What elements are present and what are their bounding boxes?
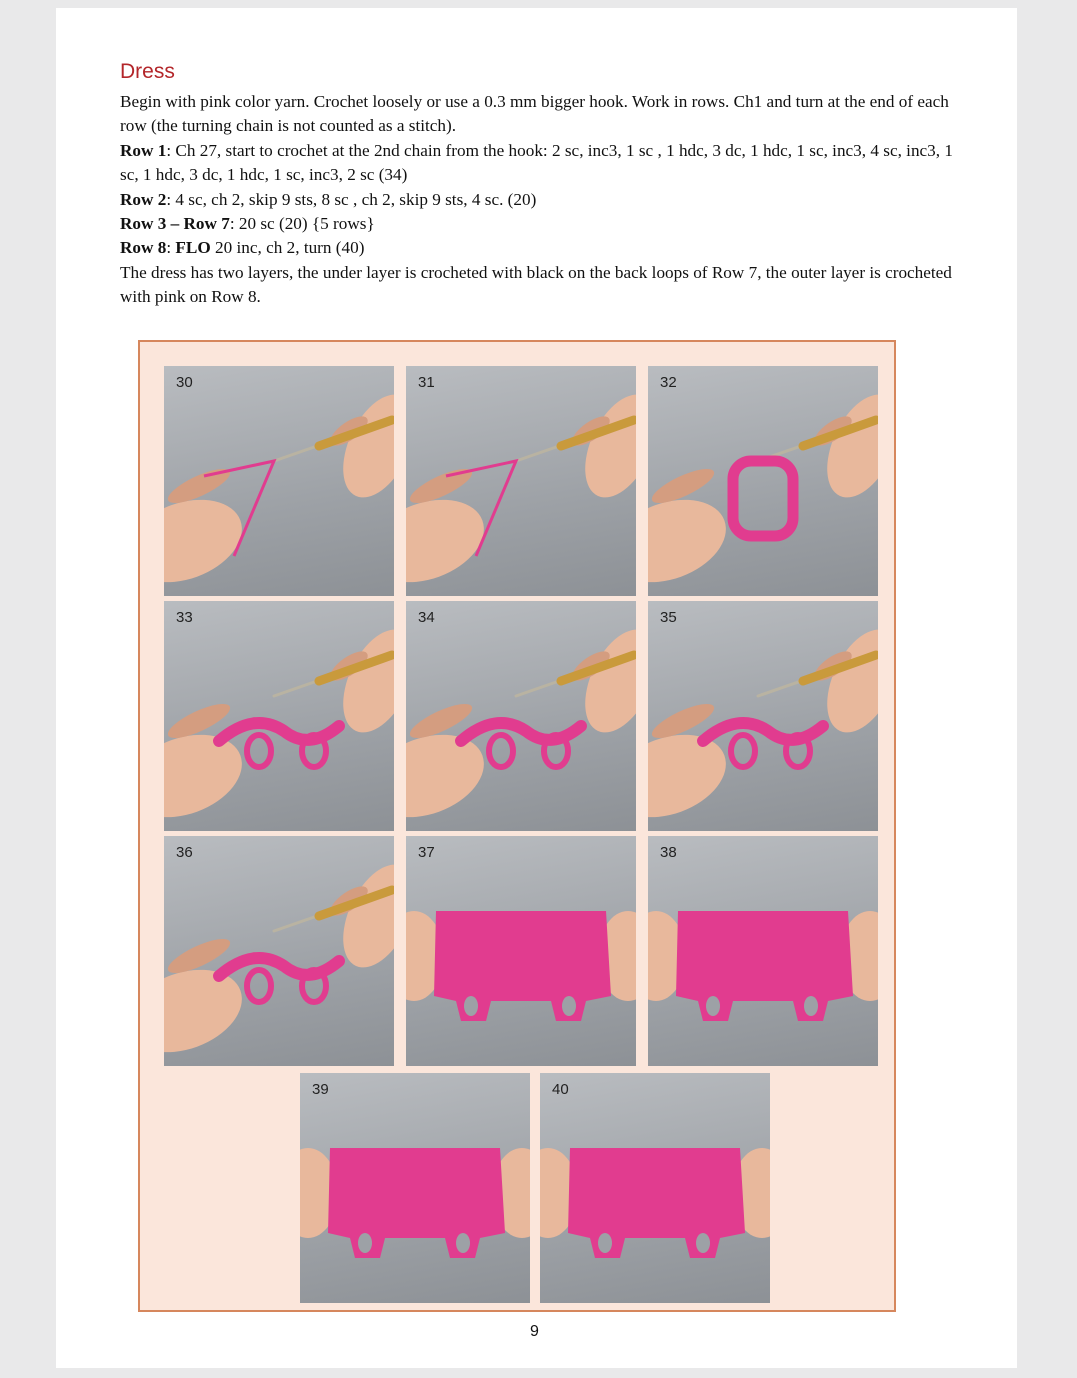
step-photo-35-illustration <box>648 601 878 831</box>
right-hand <box>571 383 636 508</box>
section-title: Dress <box>120 60 175 83</box>
fabric-hole-left <box>706 996 720 1016</box>
yarn-ring <box>733 461 793 536</box>
row-8-text: : <box>166 238 176 258</box>
row-2-label: Row 2 <box>120 189 167 209</box>
document-page <box>56 8 1017 1368</box>
step-number-39: 39 <box>312 1081 329 1098</box>
closing-paragraph: The dress has two layers, the under layer is crocheted with black on the back loops of Row 7, the outer layer is crocheted with pink on Row 8. <box>120 262 952 307</box>
step-photo-31-illustration <box>406 366 636 596</box>
yarn-loop-left <box>731 735 755 767</box>
step-photo-37 <box>406 836 636 1066</box>
fabric-hole-left <box>598 1233 612 1253</box>
step-number-37: 37 <box>418 844 435 861</box>
row-8-label: Row 8 <box>120 238 167 258</box>
step-photo-37-illustration <box>406 836 636 1066</box>
row-8-text-after: 20 inc, ch 2, turn (40) <box>210 238 365 258</box>
row-8-flo: FLO <box>175 238 211 258</box>
step-photo-31 <box>406 366 636 596</box>
right-hand <box>329 383 394 508</box>
row-3-7-instruction <box>120 212 962 236</box>
yarn-loop-left <box>247 970 271 1002</box>
step-photo-34-illustration <box>406 601 636 831</box>
row-1-label: Row 1 <box>120 140 167 160</box>
step-number-30: 30 <box>176 374 193 391</box>
row-2-instruction <box>120 188 962 212</box>
crochet-fabric <box>568 1148 745 1258</box>
step-number-32: 32 <box>660 374 677 391</box>
row-1-text: : Ch 27, start to crochet at the 2nd chain from the hook: 2 sc, inc3, 1 sc , 1 hdc, 3 dc, 1 hdc, 1 sc, inc3, 4 sc, inc3, 1 sc, 1 hdc, 3 dc, 1 hdc, 1 sc, inc3, 2 sc (34) <box>120 140 953 185</box>
row-3-7-text: : 20 sc (20) {5 rows} <box>229 214 375 234</box>
pattern-instructions <box>120 90 962 310</box>
step-photo-33-illustration <box>164 601 394 831</box>
fabric-hole-left <box>358 1233 372 1253</box>
fabric-hole-right <box>562 996 576 1016</box>
row-2-text: : 4 sc, ch 2, skip 9 sts, 8 sc , ch 2, skip 9 sts, 4 sc. (20) <box>166 189 537 209</box>
step-photo-panel <box>138 340 896 1312</box>
step-photo-30 <box>164 366 394 596</box>
step-number-33: 33 <box>176 609 193 626</box>
step-photo-30-illustration <box>164 366 394 596</box>
step-number-38: 38 <box>660 844 677 861</box>
step-photo-39-illustration <box>300 1073 530 1303</box>
fabric-hole-right <box>804 996 818 1016</box>
step-number-35: 35 <box>660 609 677 626</box>
crochet-fabric <box>676 911 853 1021</box>
step-number-34: 34 <box>418 609 435 626</box>
fabric-hole-right <box>456 1233 470 1253</box>
right-hand <box>813 383 878 508</box>
crochet-fabric <box>328 1148 505 1258</box>
crochet-fabric <box>434 911 611 1021</box>
step-photo-39 <box>300 1073 530 1303</box>
step-photo-38 <box>648 836 878 1066</box>
row-1-instruction <box>120 139 962 188</box>
step-photo-33 <box>164 601 394 831</box>
row-8-instruction <box>120 236 962 260</box>
intro-paragraph: Begin with pink color yarn. Crochet loosely or use a 0.3 mm bigger hook. Work in rows. Ch1 and turn at the end of each row (the turning chain is not counted as a stitch). <box>120 92 949 136</box>
step-photo-36-illustration <box>164 836 394 1066</box>
step-photo-32-illustration <box>648 366 878 596</box>
step-number-40: 40 <box>552 1081 569 1098</box>
step-photo-40-illustration <box>540 1073 770 1303</box>
step-photo-36 <box>164 836 394 1066</box>
step-photo-32 <box>648 366 878 596</box>
step-photo-35 <box>648 601 878 831</box>
yarn-loop-left <box>489 735 513 767</box>
row-3-7-label: Row 3 – Row 7 <box>120 214 230 234</box>
step-number-36: 36 <box>176 844 193 861</box>
step-photo-34 <box>406 601 636 831</box>
step-number-31: 31 <box>418 374 435 391</box>
step-photo-40 <box>540 1073 770 1303</box>
step-photo-38-illustration <box>648 836 878 1066</box>
fabric-hole-right <box>696 1233 710 1253</box>
fabric-hole-left <box>464 996 478 1016</box>
page-number: 9 <box>530 1323 539 1340</box>
yarn-loop-left <box>247 735 271 767</box>
